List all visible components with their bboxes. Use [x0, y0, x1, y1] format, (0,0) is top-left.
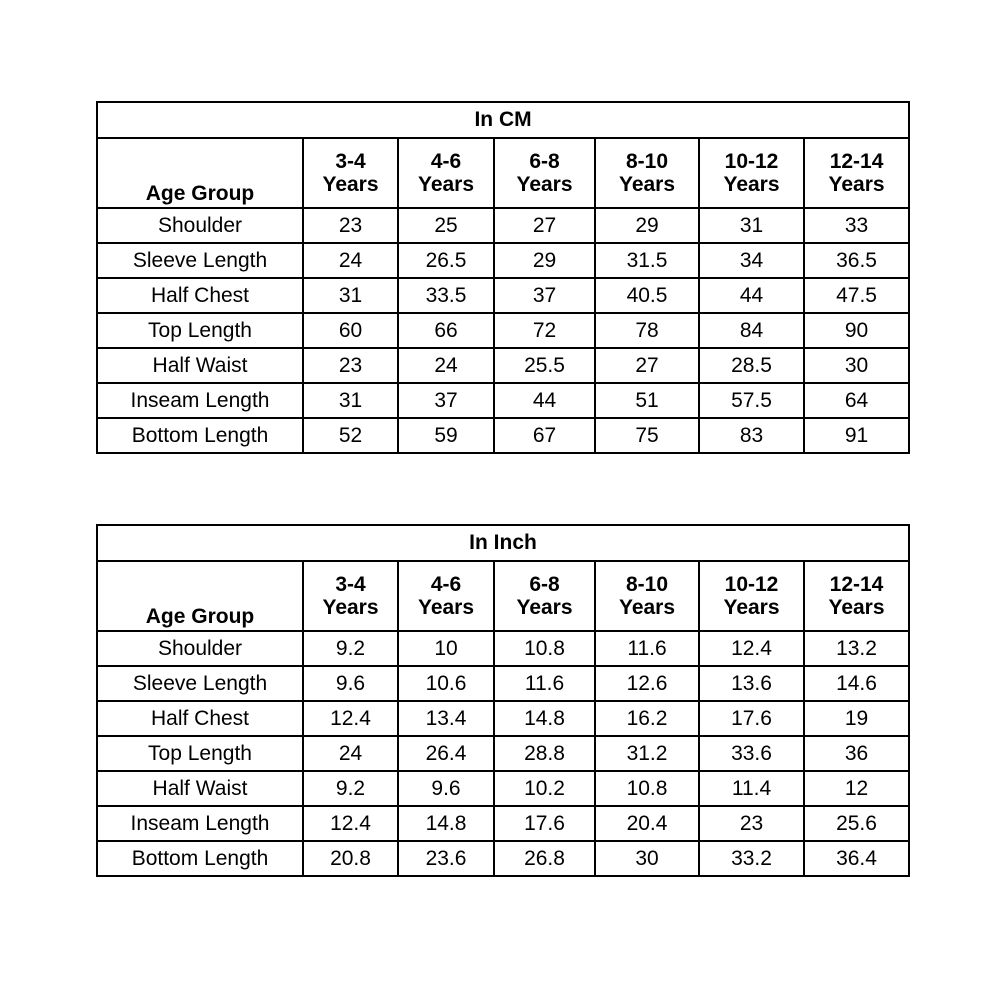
- age-range: 12-14: [829, 572, 884, 596]
- measurement-value: 84: [699, 313, 804, 348]
- age-column-header: [303, 561, 398, 631]
- measurement-value: 27: [595, 348, 699, 383]
- age-range: 6-8: [529, 149, 560, 173]
- measurement-value: 14.8: [494, 701, 595, 736]
- measurement-value: 29: [595, 208, 699, 243]
- table-header-row: [97, 138, 909, 208]
- measurement-value: 20.8: [303, 841, 398, 876]
- table-title-row: [97, 102, 909, 138]
- age-unit: Years: [828, 173, 885, 196]
- table-row: [97, 208, 909, 243]
- measurement-label: Bottom Length: [97, 418, 303, 453]
- table-row: [97, 313, 909, 348]
- age-unit: Years: [322, 173, 379, 196]
- measurement-value: 60: [303, 313, 398, 348]
- age-unit: Years: [828, 596, 885, 619]
- age-unit: Years: [417, 173, 475, 196]
- measurement-value: 52: [303, 418, 398, 453]
- table-row: [97, 243, 909, 278]
- age-column-header: [804, 138, 909, 208]
- age-column-header: [494, 561, 595, 631]
- measurement-value: 40.5: [595, 278, 699, 313]
- measurement-value: 31: [303, 278, 398, 313]
- age-column-header: [398, 138, 494, 208]
- measurement-value: 19: [804, 701, 909, 736]
- measurement-value: 28.5: [699, 348, 804, 383]
- measurement-value: 36.4: [804, 841, 909, 876]
- measurement-label: Shoulder: [97, 631, 303, 666]
- measurement-value: 25: [398, 208, 494, 243]
- measurement-value: 12.4: [303, 806, 398, 841]
- measurement-value: 28.8: [494, 736, 595, 771]
- age-unit: Years: [516, 596, 573, 619]
- measurement-value: 11.4: [699, 771, 804, 806]
- measurement-value: 91: [804, 418, 909, 453]
- measurement-value: 20.4: [595, 806, 699, 841]
- table-row: [97, 383, 909, 418]
- measurement-value: 12.4: [699, 631, 804, 666]
- measurement-value: 30: [595, 841, 699, 876]
- measurement-value: 36.5: [804, 243, 909, 278]
- measurement-value: 33.6: [699, 736, 804, 771]
- measurement-value: 9.2: [303, 631, 398, 666]
- measurement-value: 16.2: [595, 701, 699, 736]
- age-range: 8-10: [625, 572, 669, 596]
- age-unit: Years: [516, 173, 573, 196]
- measurement-value: 30: [804, 348, 909, 383]
- measurement-value: 31: [699, 208, 804, 243]
- age-range: 3-4: [335, 149, 366, 173]
- measurement-value: 24: [398, 348, 494, 383]
- measurement-value: 83: [699, 418, 804, 453]
- measurement-value: 72: [494, 313, 595, 348]
- age-column-header: [595, 561, 699, 631]
- measurement-value: 17.6: [699, 701, 804, 736]
- age-unit: Years: [723, 173, 780, 196]
- measurement-value: 44: [699, 278, 804, 313]
- measurement-value: 31.2: [595, 736, 699, 771]
- age-group-header: Age Group: [97, 561, 303, 631]
- table-row: [97, 631, 909, 666]
- measurement-value: 33.5: [398, 278, 494, 313]
- measurement-value: 26.8: [494, 841, 595, 876]
- measurement-value: 78: [595, 313, 699, 348]
- measurement-value: 11.6: [494, 666, 595, 701]
- table-row: [97, 418, 909, 453]
- measurement-value: 23: [303, 348, 398, 383]
- age-column-header: [804, 561, 909, 631]
- measurement-value: 9.6: [303, 666, 398, 701]
- measurement-value: 12.4: [303, 701, 398, 736]
- measurement-value: 25.6: [804, 806, 909, 841]
- age-range: 4-6: [430, 572, 462, 596]
- measurement-value: 17.6: [494, 806, 595, 841]
- age-unit: Years: [417, 596, 475, 619]
- age-column-header: [699, 138, 804, 208]
- age-range: 10-12: [724, 572, 779, 596]
- age-unit: Years: [322, 596, 379, 619]
- age-range: 4-6: [430, 149, 462, 173]
- measurement-label: Shoulder: [97, 208, 303, 243]
- measurement-label: Half Chest: [97, 701, 303, 736]
- measurement-value: 36: [804, 736, 909, 771]
- age-group-header: Age Group: [97, 138, 303, 208]
- measurement-value: 57.5: [699, 383, 804, 418]
- measurement-value: 9.6: [398, 771, 494, 806]
- measurement-value: 33: [804, 208, 909, 243]
- measurement-value: 25.5: [494, 348, 595, 383]
- age-column-header: [398, 561, 494, 631]
- table-title-row: [97, 525, 909, 561]
- measurement-value: 27: [494, 208, 595, 243]
- table-row: [97, 736, 909, 771]
- measurement-value: 37: [494, 278, 595, 313]
- table-row: [97, 701, 909, 736]
- table-body: [97, 631, 909, 876]
- measurement-value: 64: [804, 383, 909, 418]
- table-body: [97, 208, 909, 453]
- age-unit: Years: [618, 173, 676, 196]
- age-column-header: [303, 138, 398, 208]
- measurement-value: 33.2: [699, 841, 804, 876]
- measurement-label: Top Length: [97, 736, 303, 771]
- age-unit: Years: [723, 596, 780, 619]
- age-column-header: [699, 561, 804, 631]
- measurement-label: Half Waist: [97, 348, 303, 383]
- table-row: [97, 348, 909, 383]
- measurement-value: 37: [398, 383, 494, 418]
- age-column-header: [494, 138, 595, 208]
- measurement-value: 10.2: [494, 771, 595, 806]
- age-range: 10-12: [724, 149, 779, 173]
- measurement-value: 23.6: [398, 841, 494, 876]
- measurement-value: 75: [595, 418, 699, 453]
- age-column-header: [595, 138, 699, 208]
- measurement-label: Half Waist: [97, 771, 303, 806]
- measurement-value: 34: [699, 243, 804, 278]
- measurement-label: Bottom Length: [97, 841, 303, 876]
- measurement-value: 26.4: [398, 736, 494, 771]
- table-title: In Inch: [97, 525, 909, 561]
- measurement-value: 13.4: [398, 701, 494, 736]
- measurement-label: Inseam Length: [97, 383, 303, 418]
- measurement-value: 13.2: [804, 631, 909, 666]
- age-range: 8-10: [625, 149, 669, 173]
- age-range: 6-8: [529, 572, 560, 596]
- measurement-value: 14.6: [804, 666, 909, 701]
- table-row: [97, 806, 909, 841]
- measurement-value: 14.8: [398, 806, 494, 841]
- measurement-value: 23: [303, 208, 398, 243]
- measurement-value: 24: [303, 736, 398, 771]
- measurement-value: 13.6: [699, 666, 804, 701]
- measurement-value: 47.5: [804, 278, 909, 313]
- measurement-value: 59: [398, 418, 494, 453]
- measurement-label: Half Chest: [97, 278, 303, 313]
- measurement-value: 11.6: [595, 631, 699, 666]
- table-row: [97, 841, 909, 876]
- measurement-value: 23: [699, 806, 804, 841]
- measurement-value: 66: [398, 313, 494, 348]
- measurement-value: 10.8: [494, 631, 595, 666]
- measurement-label: Sleeve Length: [97, 666, 303, 701]
- measurement-value: 10: [398, 631, 494, 666]
- size-table-cm: [96, 101, 910, 454]
- measurement-value: 26.5: [398, 243, 494, 278]
- table-header-row: [97, 561, 909, 631]
- measurement-value: 24: [303, 243, 398, 278]
- table-row: [97, 278, 909, 313]
- measurement-value: 51: [595, 383, 699, 418]
- measurement-value: 9.2: [303, 771, 398, 806]
- measurement-value: 10.6: [398, 666, 494, 701]
- measurement-value: 12: [804, 771, 909, 806]
- measurement-value: 67: [494, 418, 595, 453]
- measurement-label: Inseam Length: [97, 806, 303, 841]
- measurement-value: 29: [494, 243, 595, 278]
- age-range: 3-4: [335, 572, 366, 596]
- measurement-label: Sleeve Length: [97, 243, 303, 278]
- age-range: 12-14: [829, 149, 884, 173]
- measurement-value: 90: [804, 313, 909, 348]
- table-title: In CM: [97, 102, 909, 138]
- measurement-value: 10.8: [595, 771, 699, 806]
- table-row: [97, 771, 909, 806]
- age-unit: Years: [618, 596, 676, 619]
- measurement-label: Top Length: [97, 313, 303, 348]
- table-row: [97, 666, 909, 701]
- measurement-value: 12.6: [595, 666, 699, 701]
- measurement-value: 31.5: [595, 243, 699, 278]
- measurement-value: 44: [494, 383, 595, 418]
- size-table-inch: [96, 524, 910, 877]
- measurement-value: 31: [303, 383, 398, 418]
